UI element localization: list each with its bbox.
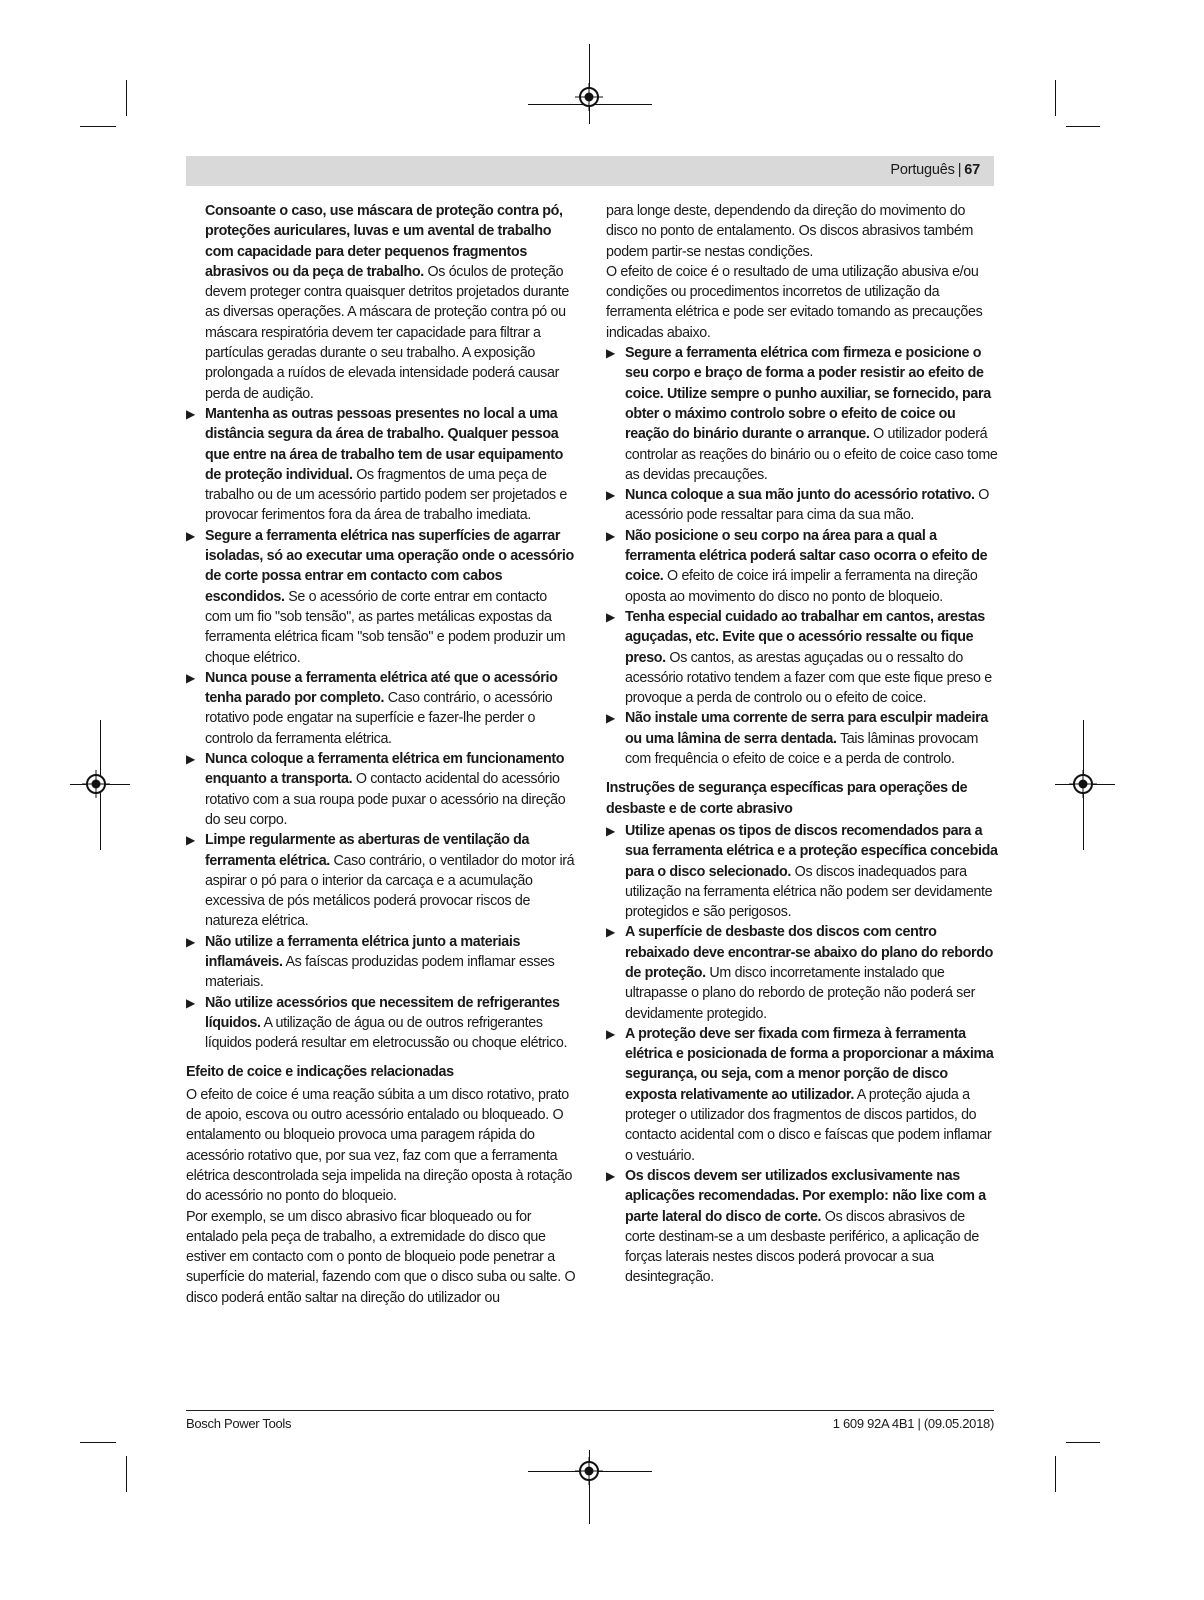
bold-text: A superfície de desbaste dos discos com centro rebaixado deve encontrar-se abaixo do plano do rebordo de proteção. xyxy=(625,924,993,981)
body-text: Se o acessório de corte entrar em contacto com um fio "sob tensão", as partes metálicas expostas da ferramenta elétrica ficam "sob tensão" e podem produzir um choque elétrico. xyxy=(205,588,566,666)
body-paragraph: Por exemplo, se um disco abrasivo ficar bloqueado ou for entalado pela peça de trabalho, a extremidade do disco que estiver em contacto com o ponto de bloqueio pode penetrar a superfície do material, fazendo com que o disco suba ou salte. O disco poderá então saltar na direção do utilizador ou xyxy=(186,1208,576,1306)
triangle-right-icon: ▶ xyxy=(606,528,615,543)
crop-mark xyxy=(126,80,127,116)
body-text: Caso contrário, o ventilador do motor irá aspirar o pó para o interior da carcaça e a acumulação excessiva de pós metálicos poderá provocar riscos de natureza elétrica. xyxy=(205,852,575,930)
triangle-right-icon: ▶ xyxy=(606,823,615,838)
page-number: 67 xyxy=(964,162,980,178)
body-text: Os discos abrasivos de corte destinam-se a um desbaste periférico, a aplicação de forças laterais nestes discos poderá provocar a sua desintegração. xyxy=(625,1208,980,1286)
bullet-item xyxy=(186,404,576,526)
section-heading: Instruções de segurança específicas para operações de desbaste e de corte abrasivo xyxy=(606,780,968,817)
bold-text: Nunca pouse a ferramenta elétrica até que o acessório tenha parado por completo. xyxy=(205,669,558,707)
triangle-right-icon: ▶ xyxy=(186,934,195,949)
bullet-item xyxy=(606,607,998,708)
body-text: O efeito de coice irá impelir a ferramenta na direção oposta ao movimento do disco no ponto de bloqueio. xyxy=(625,568,978,605)
triangle-right-icon: ▶ xyxy=(606,1168,615,1183)
crop-mark xyxy=(1055,80,1056,116)
bullet-item xyxy=(186,830,576,931)
page-header xyxy=(186,156,994,186)
crop-mark xyxy=(1055,1456,1056,1492)
bold-text: Tenha especial cuidado ao trabalhar em cantos, arestas aguçadas, etc. Evite que o acessório ressalte ou fique preso. xyxy=(625,608,985,666)
left-column xyxy=(186,201,576,1308)
footer-brand: Bosch Power Tools xyxy=(186,1416,292,1431)
bold-text: Utilize apenas os tipos de discos recomendados para a sua ferramenta elétrica e a proteção específica concebida para o disco selecionado. xyxy=(625,822,998,880)
bullet-item xyxy=(606,708,998,769)
bold-text: Não utilize acessórios que necessitem de refrigerantes líquidos. xyxy=(205,994,560,1031)
header-separator: | xyxy=(957,162,962,178)
bullet-item xyxy=(606,1024,998,1166)
bullet-item xyxy=(606,922,998,1023)
triangle-right-icon: ▶ xyxy=(606,488,615,503)
triangle-right-icon: ▶ xyxy=(606,925,615,940)
bold-text: A proteção deve ser fixada com firmeza à ferramenta elétrica e posicionada de forma a proporcionar a máxima segurança, ou seja, com a menor porção de disco exposta relativamente ao utilizador. xyxy=(625,1025,994,1103)
header-language: Português xyxy=(890,162,955,178)
intro-paragraph xyxy=(186,201,576,404)
bold-text: Consoante o caso, use máscara de proteção contra pó, proteções auriculares, luvas e um avental de trabalho com capacidade para deter pequenos fragmentos abrasivos ou da peça de trabalho. xyxy=(205,203,563,280)
body-text: O acessório pode ressaltar para cima da sua mão. xyxy=(625,487,990,524)
registration-icon xyxy=(82,770,110,798)
body-text: A utilização de água ou de outros refrigerantes líquidos poderá resultar em eletrocussão ou choque elétrico. xyxy=(205,1014,568,1052)
body-text: O utilizador poderá controlar as reações do binário ou o efeito de coice caso tome as devidas precauções. xyxy=(625,426,998,483)
bold-text: Nunca coloque a ferramenta elétrica em funcionamento enquanto a transporta. xyxy=(205,751,565,788)
bullet-item xyxy=(186,749,576,830)
triangle-right-icon: ▶ xyxy=(186,995,195,1010)
crop-mark xyxy=(80,126,116,127)
body-text: As faíscas produzidas podem inflamar esses materiais. xyxy=(205,953,555,991)
triangle-right-icon: ▶ xyxy=(186,670,195,685)
body-paragraph: O efeito de coice é o resultado de uma utilização abusiva e/ou condições ou procedimentos incorretos de utilização da ferramenta elétrica e pode ser evitado tomando as precauções indicadas abaixo. xyxy=(606,263,983,341)
crop-mark xyxy=(1066,1442,1100,1443)
bullet-item xyxy=(186,668,576,749)
triangle-right-icon: ▶ xyxy=(186,528,195,543)
bold-text: Não posicione o seu corpo na área para a qual a ferramenta elétrica poderá saltar caso ocorra o efeito de coice. xyxy=(625,527,988,585)
body-text: O contacto acidental do acessório rotativo com a sua roupa pode puxar o acessório na direção do seu corpo. xyxy=(205,771,566,828)
body-paragraph: O efeito de coice é uma reação súbita a um disco rotativo, prato de apoio, escova ou outro acessório entalado ou bloqueado. O entalamento ou bloqueio provoca uma paragem rápida do acessório rotativo que, por sua vez, faz com que a ferramenta elétrica descontrolada seja impelida na direção oposta à rotação do acessório no ponto do bloqueio. xyxy=(186,1086,573,1205)
bullet-item xyxy=(606,343,998,485)
header-text xyxy=(890,162,980,178)
triangle-right-icon: ▶ xyxy=(606,711,615,726)
bold-text: Segure a ferramenta elétrica com firmeza e posicione o seu corpo e braço de forma a poder resistir ao efeito de coice. Utilize sempre o punho auxiliar, se fornecido, para obter o máximo controlo sobre o efeito de coice ou reação do binário durante o arranque. xyxy=(625,345,991,443)
bullet-item xyxy=(606,485,998,526)
bullet-item xyxy=(186,526,576,668)
triangle-right-icon: ▶ xyxy=(606,609,615,624)
bullet-item xyxy=(186,932,576,993)
body-text: Tais lâminas provocam com frequência o efeito de coice e a perda de controlo. xyxy=(625,730,979,768)
footer-doc-number: 1 609 92A 4B1 | (09.05.2018) xyxy=(832,1416,994,1431)
crop-mark xyxy=(80,1442,116,1443)
triangle-right-icon: ▶ xyxy=(606,1026,615,1041)
section-heading: Efeito de coice e indicações relacionadas xyxy=(186,1064,454,1081)
bold-text: Segure a ferramenta elétrica nas superfícies de agarrar isoladas, só ao executar uma operação onde o acessório de corte possa entrar em contacto com cabos escondidos. xyxy=(205,527,574,605)
bold-text: Mantenha as outras pessoas presentes no local a uma distância segura da área de trabalho. Qualquer pessoa que entre na área de trabalho tem de usar equipamento de proteção individual. xyxy=(205,405,564,483)
body-text: Os discos inadequados para utilização na ferramenta elétrica não podem ser devidamente protegidos e são perigosos. xyxy=(625,863,993,921)
bullet-item xyxy=(606,821,998,922)
registration-icon xyxy=(575,83,603,111)
bullet-item xyxy=(606,526,998,607)
triangle-right-icon: ▶ xyxy=(186,752,195,767)
bold-text: Não utilize a ferramenta elétrica junto a materiais inflamáveis. xyxy=(205,933,521,970)
bold-text: Limpe regularmente as aberturas de ventilação da ferramenta elétrica. xyxy=(205,832,530,869)
bullet-item xyxy=(186,993,576,1054)
body-text: Os fragmentos de uma peça de trabalho ou de um acessório partido podem ser projetados e provocar ferimentos fora da área de trabalho imediata. xyxy=(205,466,567,524)
body-text: Caso contrário, o acessório rotativo pode engatar na superfície e fazer-lhe perder o controlo da ferramenta elétrica. xyxy=(205,690,553,747)
body-text: A proteção ajuda a proteger o utilizador dos fragmentos de discos partidos, do contacto acidental com o disco e faíscas que podem inflamar o vestuário. xyxy=(625,1086,992,1164)
bold-text: Os discos devem ser utilizados exclusivamente nas aplicações recomendadas. Por exemplo: não lixe com a parte lateral do disco de corte. xyxy=(625,1167,986,1225)
bold-text: Não instale uma corrente de serra para esculpir madeira ou uma lâmina de serra dentada. xyxy=(625,710,988,747)
crop-mark xyxy=(126,1456,127,1492)
bullet-item xyxy=(606,1166,998,1288)
body-text: Os cantos, as arestas aguçadas ou o ressalto do acessório rotativo tendem a fazer com que este fique preso e provoque a perda de controlo ou o efeito de coice. xyxy=(625,649,992,707)
body-paragraph: para longe deste, dependendo da direção do movimento do disco no ponto de entalamento. Os discos abrasivos também podem partir-se nestas condições. xyxy=(606,203,974,260)
footer-divider xyxy=(186,1410,994,1411)
registration-icon xyxy=(575,1457,603,1485)
bold-text: Nunca coloque a sua mão junto do acessório rotativo. xyxy=(625,487,975,504)
registration-icon xyxy=(1069,770,1097,798)
triangle-right-icon: ▶ xyxy=(606,346,615,361)
triangle-right-icon: ▶ xyxy=(186,833,195,848)
triangle-right-icon: ▶ xyxy=(186,406,195,421)
crop-mark xyxy=(1066,126,1100,127)
body-text: Os óculos de proteção devem proteger contra quaisquer detritos projetados durante as diversas operações. A máscara de proteção contra pó ou máscara respiratória devem ter capacidade para filtrar a partículas geradas durante o seu trabalho. A exposição prolongada a ruídos de elevada intensidade poderá causar perda de audição. xyxy=(205,263,570,402)
body-text: Um disco incorretamente instalado que ultrapasse o plano do rebordo de proteção não poderá ser devidamente protegido. xyxy=(625,964,975,1022)
right-column xyxy=(606,201,998,1288)
